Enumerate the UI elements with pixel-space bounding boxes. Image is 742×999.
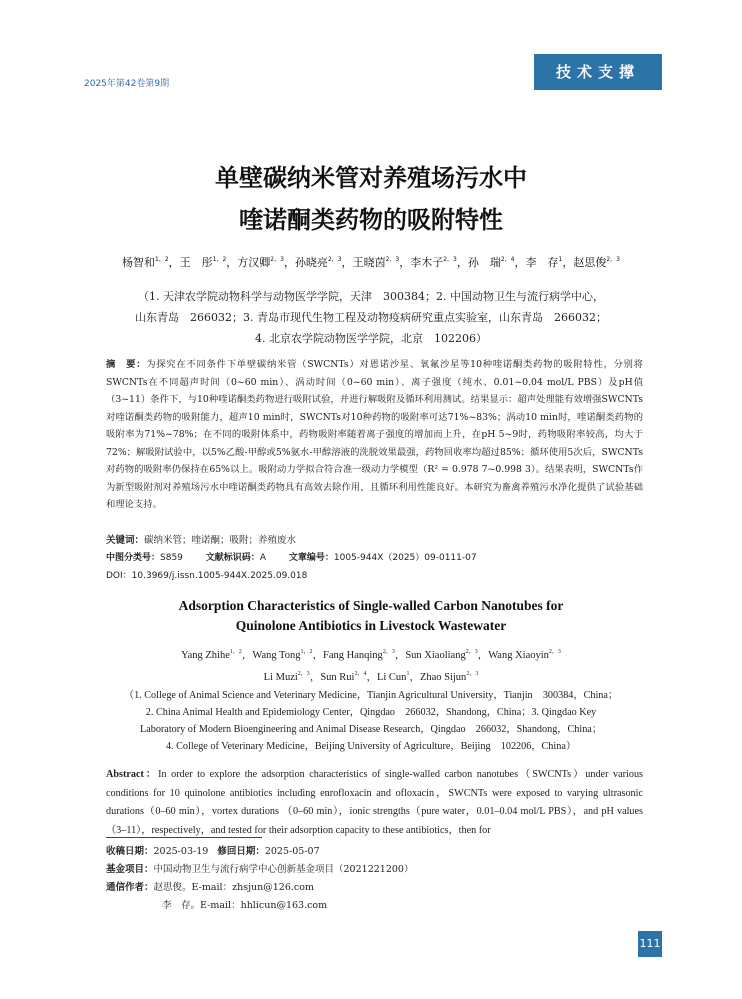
author-name: Wang Tong$^{1,2}$ (252, 649, 313, 661)
author-name: 杨智和$^{1,2}$ (122, 256, 169, 269)
doi-label: DOI： (106, 571, 132, 581)
author-affiliation-sup: 2，3 (382, 649, 395, 655)
abstract-cn-text: 为探究在不同条件下单壁碳纳米管（SWCNTs）对恩诺沙星、氧氟沙星等10种喹诺酮类药物的吸附特性，分别将SWCNTs在不同超声时间（0~60 min）、涡动时间（0~60 min）、离子强度（纯水、0.01~0.04 mol/L PBS）及pH值（3~11）条件下，与10种喹诺酮类药物进行吸附试验，并进行解吸附及循环利用测试。结果显示：超声处理能有效增强SWCNTs对喹诺酮类药物的吸附能力，超声10 min时，SWCNTs对10种药物的吸附率可达71%~83%；涡动10 min时，喹诺酮类药物的吸附率为71%~78%；在不同的吸附体系中，药物吸附率随着离子强度的增加而上升，在pH 5~9时，药物吸附率较高，均大于72%；解吸附试验中，以5%乙酸-甲醇或5%氨水-甲醇溶液的洗脱效果最强，药物回收率均超过85%；循环使用5次后，SWCNTs对药物的吸附率仍保持在65%以上。吸附动力学拟合符合准一级动力学模型（R² = 0.978 7~0.998 3）。结果表明，SWCNTs作为新型吸附剂对养殖场污水中喹诺酮类药物具有高效去除作用，且循环利用性能良好。本研究为畜禽养殖污水净化提供了试验基础和理论支持。 (106, 359, 643, 510)
author-name: 王晓茵$^{2,3}$ (352, 256, 400, 269)
title-en-line1: Adsorption Characteristics of Single-walled Carbon Nanotubes for (178, 598, 564, 613)
dates-line: 收稿日期：2025-03-19 修回日期：2025-05-07 (106, 846, 320, 857)
affiliation-cn-line: 4. 北京农学院动物医学学院，北京 102206） (255, 332, 487, 345)
author-affiliation-sup: 2，3 (606, 256, 620, 263)
title-cn-line1: 单壁碳纳米管对养殖场污水中 (215, 164, 527, 192)
authors-en (0, 643, 742, 687)
abstract-en (106, 766, 643, 840)
author-affiliation-sup: 2，3 (466, 671, 479, 677)
author-name: Li Muzi$^{2,3}$ (263, 671, 310, 683)
affiliation-en-line: （1. College of Animal Science and Veterinary Medicine，Tianjin Agricultural University，Tianjin 300384，China； (123, 690, 619, 701)
keywords-cn (106, 532, 296, 546)
author-affiliation-sup: 2，3 (297, 671, 310, 677)
author-name: Fang Hanqing$^{2,3}$ (323, 649, 395, 661)
clc-number: 中图分类号：S859 (106, 553, 183, 563)
author-affiliation-sup: 1 (558, 256, 563, 263)
keywords-cn-label: 关键词： (106, 535, 145, 546)
corresponding-author-1: 赵思俊。E-mail：zhsjun@126.com (153, 882, 314, 893)
keywords-cn-text: 碳纳米管；喹诺酮；吸附；养殖废水 (144, 535, 297, 546)
author-affiliation-sup: 2，4 (354, 671, 367, 677)
affiliation-cn-line: 山东青岛 266032；3. 青岛市现代生物工程及动物疫病研究重点实验室，山东青岛 266032； (135, 311, 607, 324)
corresponding-author-2: 李 存。E-mail：hhlicun@163.com (162, 900, 328, 911)
footnote-divider (106, 837, 262, 838)
author-name: 方汉卿$^{2,3}$ (237, 256, 284, 269)
corresponding-line: 通信作者：赵思俊。E-mail：zhsjun@126.com (106, 882, 314, 893)
affiliation-en-line: Laboratory of Modern Bioengineering and Animal Disease Research，Qingdao 266032，Shandong，China； (139, 724, 603, 735)
document-code: 文献标识码：A (205, 553, 266, 563)
author-name: Li Cun$^1$ (376, 671, 410, 683)
doi-text: 10.3969/j.issn.1005-944X.2025.09.018 (131, 571, 308, 581)
authors-en-line2: Li Muzi$^{2,3}$，Sun Rui$^{2,4}$，Li Cun$^1$，Zhao Sijun$^{2,3}$ (263, 671, 479, 683)
abstract-en-text: In order to explore the adsorption characteristics of single-walled carbon nanotubes（SWCNTs）under various conditions for 10 quinolone antibiotics including enrofloxacin and ofloxacin，SWCNTs were exposed to varying ultrasonic durations（0–60 min），vortex durations （0–60 min），ionic strengths（pure water，0.01–0.04 mol/L PBS），and pH values（3–11），respectively，and tested for their adsorption capacity to these antibiotics，then for (106, 769, 643, 836)
title-en-line2: Quinolone Antibiotics in Livestock Wastewater (235, 618, 507, 633)
classification-line (106, 550, 497, 563)
revised-date: 2025-05-07 (264, 846, 320, 857)
affiliations-en (100, 687, 642, 755)
author-name: 李木子$^{2,3}$ (410, 256, 457, 269)
author-name: 王 彤$^{1,2}$ (179, 256, 227, 269)
abstract-cn (106, 356, 643, 514)
author-affiliation-sup: 1，2 (300, 649, 313, 655)
affiliation-cn-line: （1. 天津农学院动物科学与动物医学学院，天津 300384；2. 中国动物卫生与流行病学中心， (138, 290, 604, 303)
section-tag: 技术支撑 (534, 54, 662, 90)
author-name: Yang Zhihe$^{1,2}$ (181, 649, 242, 661)
author-affiliation-sup: 2，3 (443, 256, 457, 263)
issue-label: 2025年第42卷第9期 (84, 79, 170, 89)
author-name: 赵思俊$^{2,3}$ (573, 256, 620, 269)
author-affiliation-sup: 2，4 (500, 256, 515, 263)
affiliations-cn (90, 286, 652, 349)
author-affiliation-sup: 2，3 (465, 649, 478, 655)
affiliation-en-line: 4. College of Veterinary Medicine，Beijing University of Agriculture，Beijing 102206，China） (165, 741, 577, 752)
title-en (0, 596, 742, 636)
author-affiliation-sup: 1，2 (229, 649, 242, 655)
author-affiliation-sup: 1，2 (155, 256, 169, 263)
fund-text: 中国动物卫生与流行病学中心创新基金项目（2021221200） (153, 864, 414, 875)
fund-line: 基金项目：中国动物卫生与流行病学中心创新基金项目（2021221200） (106, 864, 414, 875)
abstract-cn-label: 摘 要： (106, 359, 147, 370)
author-affiliation-sup: 2，3 (327, 256, 342, 263)
title-cn-line2: 喹诺酮类药物的吸附特性 (239, 206, 503, 234)
author-affiliation-sup: 2，3 (270, 256, 284, 263)
footnotes (106, 843, 413, 915)
author-affiliation-sup: 1，2 (212, 256, 227, 263)
author-affiliation-sup: 1 (406, 671, 410, 677)
author-name: Zhao Sijun$^{2,3}$ (419, 671, 479, 683)
affiliation-en-line: 2. China Animal Health and Epidemiology Center，Qingdao 266032，Shandong，China；3. Qingdao Key (145, 707, 597, 718)
received-date: 2025-03-19 (153, 846, 209, 857)
doi (106, 568, 307, 581)
abstract-en-label: Abstract： (106, 769, 159, 780)
author-name: 李 存$^1$ (525, 256, 563, 269)
author-name: Wang Xiaoyin$^{2,3}$ (488, 649, 561, 661)
article-number: 文章编号：1005-944X（2025）09-0111-07 (288, 553, 477, 563)
author-name: 孙 瑞$^{2,4}$ (467, 256, 515, 269)
authors-cn: 杨智和$^{1,2}$，王 彤$^{1,2}$，方汉卿$^{2,3}$，孙晓亮$^{2,3}$，王晓茵$^{2,3}$，李木子$^{2,3}$，孙 瑞$^{2,4}$，李 存$^1$，赵思俊$^{2,3}$ (122, 256, 620, 269)
author-name: Sun Xiaoliang$^{2,3}$ (405, 649, 478, 661)
author-affiliation-sup: 2，3 (385, 256, 400, 263)
author-affiliation-sup: 2，3 (548, 649, 561, 655)
authors-en-line1: Yang Zhihe$^{1,2}$，Wang Tong$^{1,2}$，Fang Hanqing$^{2,3}$，Sun Xiaoliang$^{2,3}$，Wang Xiaoyin$^{2,3}$ (181, 649, 561, 661)
page-number: 111 (638, 931, 662, 957)
author-name: 孙晓亮$^{2,3}$ (294, 256, 342, 269)
author-name: Sun Rui$^{2,4}$ (320, 671, 367, 683)
